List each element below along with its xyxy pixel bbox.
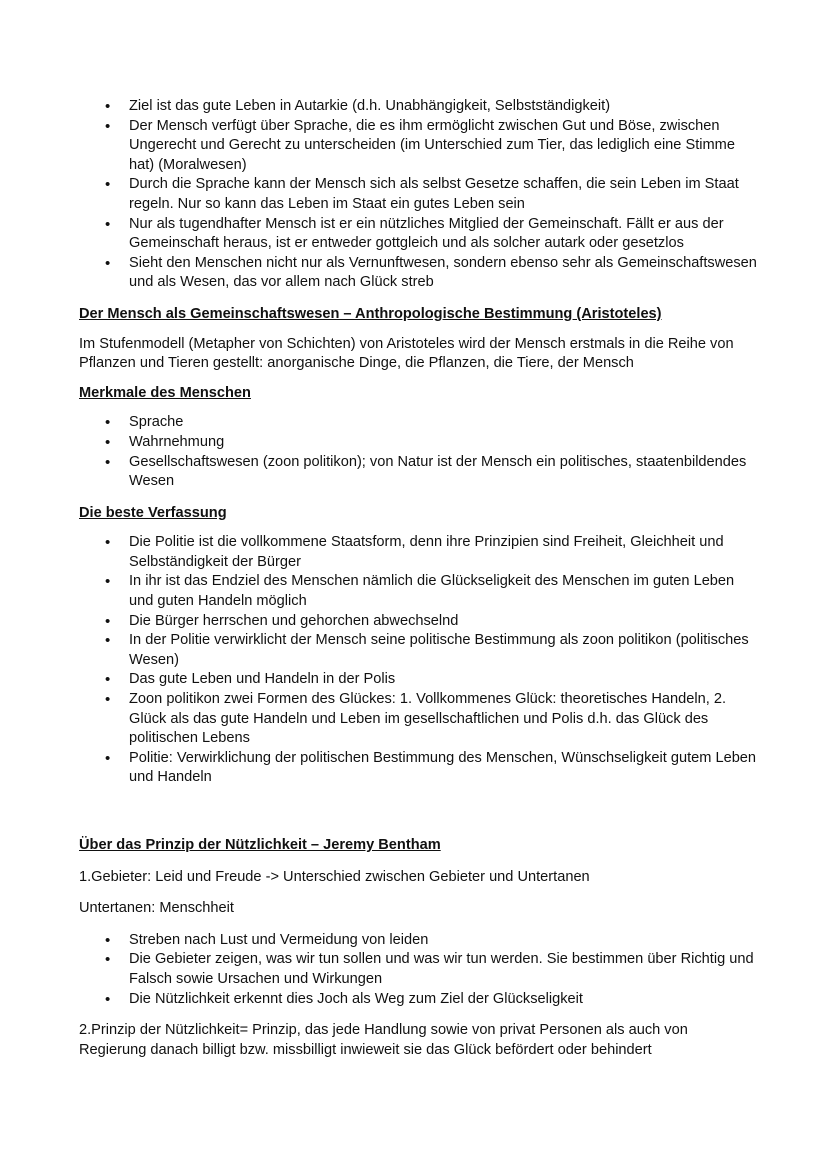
list-item: • Sieht den Menschen nicht nur als Vernunftwesen, sondern ebenso sehr als Gemeinschaftswesen und als Wesen, das vor allem nach Glück streb (79, 254, 758, 293)
paragraph-gebieter: 1.Gebieter: Leid und Freude -> Unterschied zwischen Gebieter und Untertanen (79, 868, 590, 885)
list-item: • Gesellschaftswesen (zoon politikon); von Natur ist der Mensch ein politisches, staatenbildendes Wesen (79, 453, 758, 492)
list-item: • Zoon politikon zwei Formen des Glückes: 1. Vollkommenes Glück: theoretisches Handeln, 2. Glück als das gute Handeln und Leben im gesellschaftlichen und Polis d.h. das Glück des politischen Lebens (79, 690, 758, 749)
list-item: • Die Gebieter zeigen, was wir tun sollen und was wir tun werden. Sie bestimmen über Richtig und Falsch sowie Ursachen und Wirkungen (79, 950, 758, 989)
section-heading-aristoteles: Der Mensch als Gemeinschaftswesen – Anthropologische Bestimmung (Aristoteles) (79, 305, 662, 322)
list-item: • Politie: Verwirklichung der politischen Bestimmung des Menschen, Wünschseligkeit gutem Leben und Handeln (79, 749, 758, 788)
section-heading-verfassung: Die beste Verfassung (79, 504, 227, 521)
list-item: • Der Mensch verfügt über Sprache, die es ihm ermöglicht zwischen Gut und Böse, zwischen Ungerecht und Gerecht zu unterscheiden (im Unterschied zum Tier, das lediglich eine Stimme hat) (Moralwesen) (79, 117, 758, 176)
merkmale-list (79, 413, 758, 491)
list-item: • Streben nach Lust und Vermeidung von leiden (79, 931, 758, 951)
list-item: • Die Nützlichkeit erkennt dies Joch als Weg zum Ziel der Glückseligkeit (79, 990, 758, 1010)
list-item: • Ziel ist das gute Leben in Autarkie (d.h. Unabhängigkeit, Selbstständigkeit) (79, 97, 758, 117)
bentham-list (79, 931, 758, 1009)
list-item: • In der Politie verwirklicht der Mensch seine politische Bestimmung als zoon politikon (politisches Wesen) (79, 631, 758, 670)
section-heading-merkmale: Merkmale des Menschen (79, 384, 251, 401)
list-item: • Durch die Sprache kann der Mensch sich als selbst Gesetze schaffen, die sein Leben im Staat regeln. Nur so kann das Leben im Staat ein gutes Leben sein (79, 175, 758, 214)
verfassung-list (79, 533, 758, 788)
paragraph-prinzip: 2.Prinzip der Nützlichkeit= Prinzip, das jede Handlung sowie von privat Personen als auch von Regierung danach billigt bzw. missbilligt inwieweit sie das Glück befördert oder behindert (79, 1022, 688, 1058)
list-item: • Wahrnehmung (79, 433, 758, 453)
intro-list (79, 97, 758, 293)
list-item: • Das gute Leben und Handeln in der Polis (79, 670, 758, 690)
list-item: • In ihr ist das Endziel des Menschen nämlich die Glückseligkeit des Menschen im guten Leben und guten Handeln möglich (79, 572, 758, 611)
list-item: • Die Politie ist die vollkommene Staatsform, denn ihre Prinzipien sind Freiheit, Gleichheit und Selbständigkeit der Bürger (79, 533, 758, 572)
section-heading-bentham: Über das Prinzip der Nützlichkeit – Jeremy Bentham (79, 837, 441, 853)
list-item: • Sprache (79, 413, 758, 433)
paragraph-stufenmodell: Im Stufenmodell (Metapher von Schichten) von Aristoteles wird der Mensch erstmals in die Reihe von Pflanzen und Tieren gestellt: anorganische Dinge, die Pflanzen, die Tiere, der Mensch (79, 335, 734, 372)
list-item: • Die Bürger herrschen und gehorchen abwechselnd (79, 612, 758, 632)
list-item: • Nur als tugendhafter Mensch ist er ein nützliches Mitglied der Gemeinschaft. Fällt er aus der Gemeinschaft heraus, ist er entweder gottgleich und als solcher autark oder gesetzlos (79, 215, 758, 254)
paragraph-untertanen: Untertanen: Menschheit (79, 900, 234, 917)
